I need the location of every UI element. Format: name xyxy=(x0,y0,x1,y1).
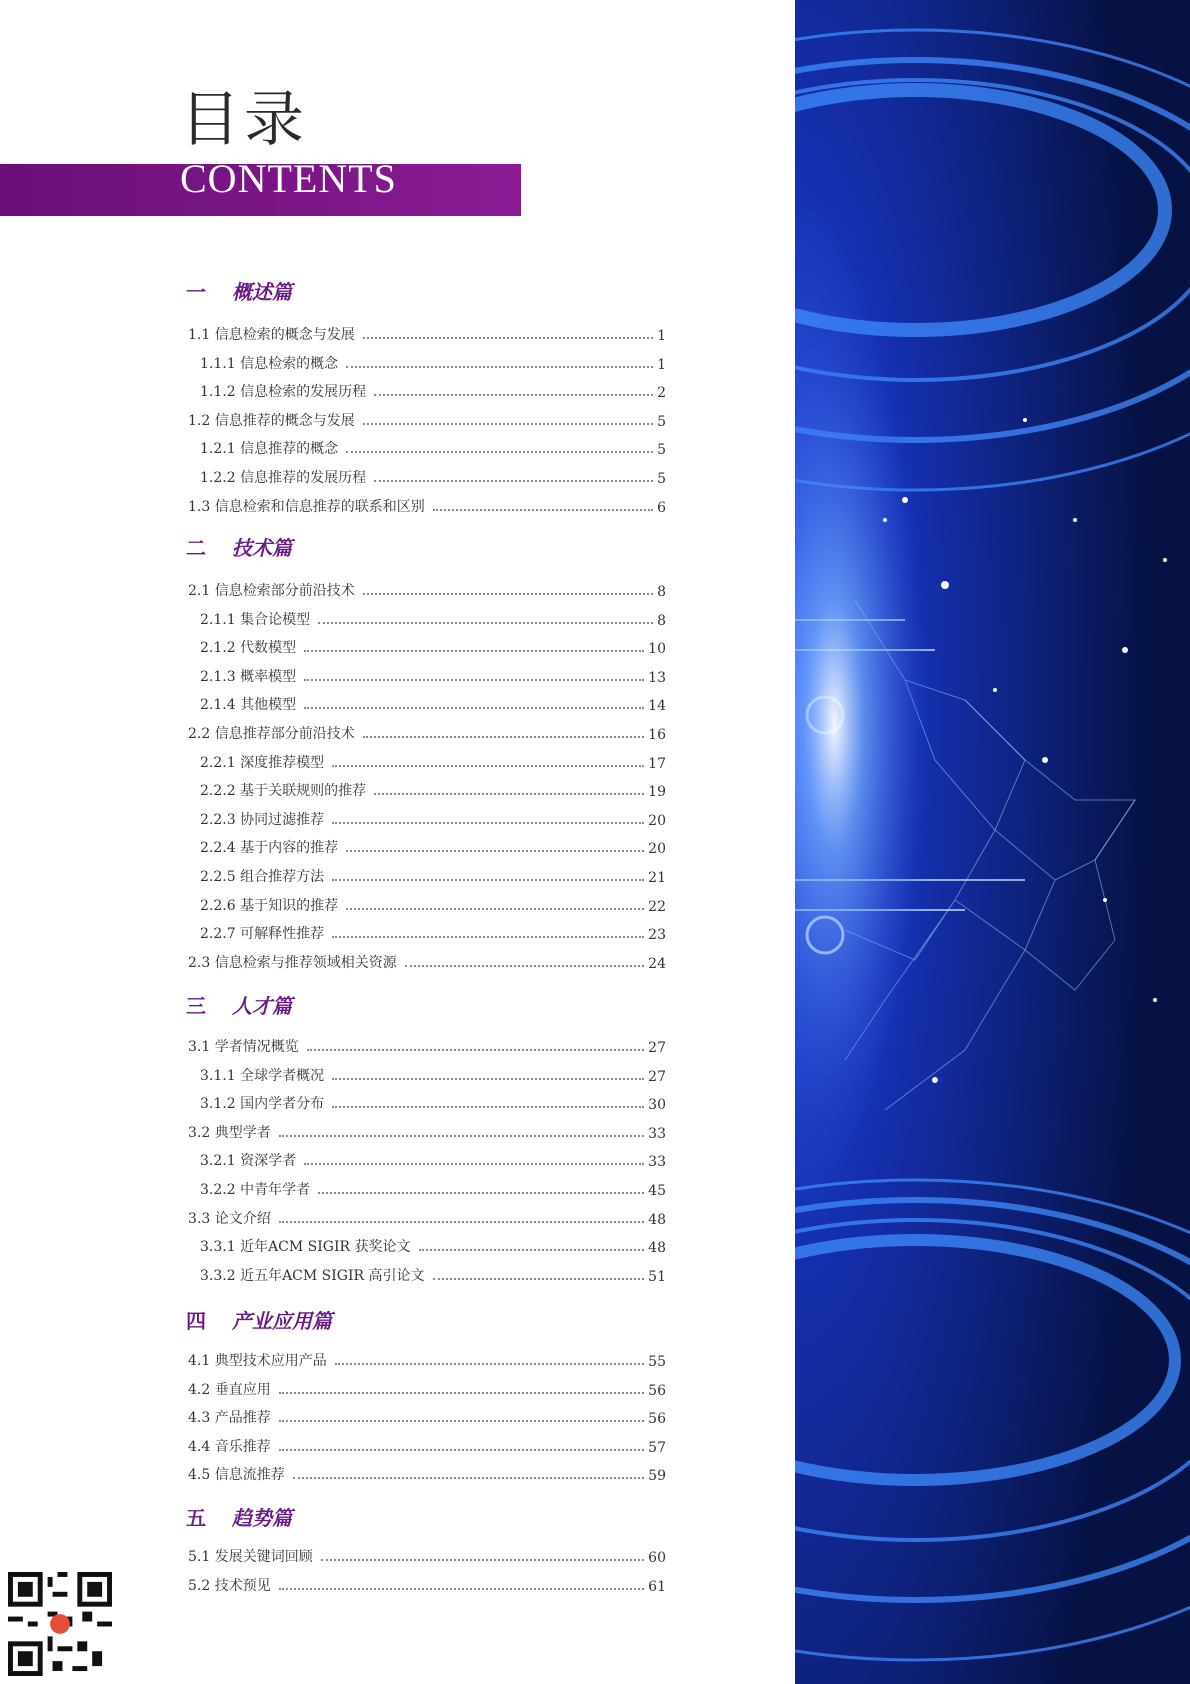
toc-entry-page: 16 xyxy=(648,727,666,743)
toc-entry[interactable] xyxy=(200,750,666,772)
dot-leader xyxy=(318,622,653,624)
toc-entry-label: 4.4 音乐推荐 xyxy=(188,1438,271,1455)
toc-entry-label: 2.1.4 其他模型 xyxy=(200,697,297,714)
toc-entry[interactable] xyxy=(200,1177,666,1199)
toc-entry-label: 5.1 发展关键词回顾 xyxy=(188,1549,313,1565)
dot-leader xyxy=(374,793,644,795)
toc-entry-label: 1.3 信息检索和信息推荐的联系和区别 xyxy=(188,498,425,515)
dot-leader xyxy=(318,1192,644,1194)
section-title: 人才篇 xyxy=(232,994,292,1018)
section-title: 概述篇 xyxy=(232,280,292,304)
toc-entry-label: 2.2.2 基于关联规则的推荐 xyxy=(200,783,367,800)
dot-leader xyxy=(332,936,644,938)
toc-entry-page: 23 xyxy=(648,927,666,944)
dot-leader xyxy=(304,679,644,681)
toc-entry-label: 1.1 信息检索的概念与发展 xyxy=(188,327,355,343)
toc-entry[interactable] xyxy=(200,607,666,629)
dot-leader xyxy=(346,908,644,910)
toc-entry-label: 2.2.3 协同过滤推荐 xyxy=(200,811,325,828)
toc-entry[interactable] xyxy=(200,893,666,915)
dot-leader xyxy=(363,593,653,595)
toc-entry-label: 5.2 技术预见 xyxy=(188,1577,271,1594)
toc-entry-label: 3.3.1 近年ACM SIGIR 获奖论文 xyxy=(200,1239,411,1256)
dot-leader xyxy=(346,451,653,453)
section-heading xyxy=(186,532,292,562)
toc-entry-label: 2.2.7 可解释性推荐 xyxy=(200,926,325,943)
toc-entry[interactable] xyxy=(200,664,666,686)
section-heading xyxy=(186,1502,292,1532)
dot-leader xyxy=(304,707,644,709)
toc-entry[interactable] xyxy=(200,807,666,829)
toc-entry-label: 2.1.1 集合论模型 xyxy=(200,611,311,628)
dot-leader xyxy=(332,1106,644,1108)
toc-entry-page: 55 xyxy=(648,1354,666,1370)
toc-entry[interactable] xyxy=(200,635,666,657)
toc-entry-page: 20 xyxy=(648,812,666,829)
section-title: 趋势篇 xyxy=(232,1506,292,1530)
dot-leader xyxy=(335,1363,644,1365)
toc-entry[interactable] xyxy=(200,1263,666,1285)
toc-entry-page: 13 xyxy=(648,669,666,686)
toc-entry-page: 61 xyxy=(648,1578,666,1595)
toc-entry-page: 21 xyxy=(648,870,666,886)
dot-leader xyxy=(279,1449,644,1451)
section-number: 一 xyxy=(186,280,206,304)
dot-leader xyxy=(346,366,653,368)
dot-leader xyxy=(332,879,644,881)
dot-leader xyxy=(304,650,644,652)
toc-entry-page: 48 xyxy=(648,1211,666,1228)
toc-entry-page: 6 xyxy=(657,499,666,516)
qr-code-icon xyxy=(8,1572,112,1676)
dot-leader xyxy=(279,1221,644,1223)
toc-entry-page: 56 xyxy=(648,1382,666,1399)
toc-entry-page: 8 xyxy=(657,584,666,600)
section-heading xyxy=(186,276,292,306)
toc-entry-label: 1.1.1 信息检索的概念 xyxy=(200,355,339,372)
toc-entry[interactable] xyxy=(200,921,666,943)
toc-entry-label: 1.2 信息推荐的概念与发展 xyxy=(188,412,355,429)
toc-entry-page: 2 xyxy=(657,385,666,402)
toc-entry[interactable] xyxy=(188,408,666,430)
section-number: 四 xyxy=(186,1309,206,1333)
toc-entry-page: 59 xyxy=(648,1468,666,1485)
toc-entry-label: 3.1.1 全球学者概况 xyxy=(200,1067,325,1084)
toc-entry[interactable] xyxy=(200,1234,666,1256)
section-title: 技术篇 xyxy=(232,536,292,560)
toc-entry-label: 2.3 信息检索与推荐领域相关资源 xyxy=(188,954,397,971)
tech-background-art xyxy=(795,0,1190,1684)
dot-leader xyxy=(279,1420,644,1422)
toc-entry-page: 1 xyxy=(657,328,666,344)
toc-entry-label: 3.2.2 中青年学者 xyxy=(200,1182,311,1198)
page-title-cn: 目录 xyxy=(180,85,308,155)
section-heading xyxy=(186,990,292,1020)
toc-entry-label: 3.1 学者情况概览 xyxy=(188,1039,299,1055)
toc-entry-label: 2.2.4 基于内容的推荐 xyxy=(200,840,339,857)
toc-entry-label: 2.1.2 代数模型 xyxy=(200,640,297,657)
toc-entry-label: 4.3 产品推荐 xyxy=(188,1410,271,1427)
toc-entry-page: 33 xyxy=(648,1154,666,1171)
toc-entry[interactable] xyxy=(188,1405,666,1427)
dot-leader xyxy=(307,1049,644,1051)
toc-entry[interactable] xyxy=(188,322,666,344)
toc-entry[interactable] xyxy=(200,1063,666,1085)
section-heading xyxy=(186,1305,332,1335)
toc-entry-label: 2.1 信息检索部分前沿技术 xyxy=(188,583,355,599)
dot-leader xyxy=(346,850,644,852)
toc-entry-page: 33 xyxy=(648,1125,666,1142)
toc-entry[interactable] xyxy=(188,950,666,972)
toc-entry-label: 1.2.2 信息推荐的发展历程 xyxy=(200,470,367,486)
toc-entry-page: 10 xyxy=(648,641,666,658)
toc-entry-page: 56 xyxy=(648,1411,666,1428)
dot-leader xyxy=(433,1278,645,1280)
dot-leader xyxy=(363,736,644,738)
toc-entry-page: 8 xyxy=(657,612,666,629)
toc-entry-page: 5 xyxy=(657,471,666,487)
toc-entry-page: 30 xyxy=(648,1097,666,1114)
dot-leader xyxy=(332,765,644,767)
toc-entry[interactable] xyxy=(188,1544,666,1566)
toc-entry[interactable] xyxy=(188,1034,666,1056)
toc-entry-page: 14 xyxy=(648,698,666,715)
toc-entry-page: 1 xyxy=(657,356,666,373)
toc-entry-label: 1.2.1 信息推荐的概念 xyxy=(200,441,339,458)
dot-leader xyxy=(332,1078,644,1080)
toc-entry[interactable] xyxy=(188,1120,666,1142)
toc-entry-page: 19 xyxy=(648,784,666,801)
dot-leader xyxy=(321,1559,644,1561)
toc-entry[interactable] xyxy=(200,465,666,487)
toc-entry[interactable] xyxy=(200,351,666,373)
toc-entry-page: 20 xyxy=(648,841,666,858)
toc-entry[interactable] xyxy=(188,1348,666,1370)
toc-entry-page: 22 xyxy=(648,898,666,915)
section-number: 三 xyxy=(186,994,206,1018)
toc-entry-page: 51 xyxy=(648,1268,666,1285)
toc-entry[interactable] xyxy=(188,1573,666,1595)
dot-leader xyxy=(419,1249,645,1251)
toc-entry-page: 5 xyxy=(657,442,666,459)
dot-leader xyxy=(363,337,653,339)
toc-entry[interactable] xyxy=(200,835,666,857)
section-number: 二 xyxy=(186,536,206,560)
dot-leader xyxy=(279,1392,644,1394)
toc-entry-page: 57 xyxy=(648,1439,666,1456)
toc-entry-label: 3.3.2 近五年ACM SIGIR 高引论文 xyxy=(200,1267,425,1284)
toc-entry-label: 3.2 典型学者 xyxy=(188,1124,271,1141)
toc-entry[interactable] xyxy=(188,1434,666,1456)
dot-leader xyxy=(279,1135,644,1137)
toc-entry[interactable] xyxy=(188,494,666,516)
toc-entry-label: 2.2 信息推荐部分前沿技术 xyxy=(188,726,355,742)
dot-leader xyxy=(374,394,653,396)
dot-leader xyxy=(433,509,653,511)
toc-entry-page: 27 xyxy=(648,1040,666,1056)
toc-entry-label: 2.2.5 组合推荐方法 xyxy=(200,869,325,885)
dot-leader xyxy=(374,480,653,482)
dot-leader xyxy=(304,1163,644,1165)
toc-entry[interactable] xyxy=(200,1091,666,1113)
dot-leader xyxy=(332,822,644,824)
toc-entry[interactable] xyxy=(188,1462,666,1484)
toc-entry[interactable] xyxy=(188,1206,666,1228)
toc-entry[interactable] xyxy=(200,1148,666,1170)
section-title: 产业应用篇 xyxy=(232,1309,332,1333)
toc-entry-label: 3.2.1 资深学者 xyxy=(200,1153,297,1170)
toc-entry-label: 4.5 信息流推荐 xyxy=(188,1467,285,1484)
toc-entry-page: 60 xyxy=(648,1550,666,1566)
toc-entry[interactable] xyxy=(200,379,666,401)
toc-entry-label: 3.1.2 国内学者分布 xyxy=(200,1096,325,1113)
toc-entry-label: 4.2 垂直应用 xyxy=(188,1381,271,1398)
toc-entry-label: 3.3 论文介绍 xyxy=(188,1210,271,1227)
toc-entry[interactable] xyxy=(200,864,666,886)
toc-entry-page: 48 xyxy=(648,1240,666,1257)
toc-entry-page: 17 xyxy=(648,755,666,772)
toc-entry[interactable] xyxy=(188,721,666,743)
toc-entry-label: 2.1.3 概率模型 xyxy=(200,668,297,685)
toc-entry[interactable] xyxy=(188,1377,666,1399)
toc-entry-page: 27 xyxy=(648,1068,666,1085)
toc-entry[interactable] xyxy=(200,692,666,714)
toc-entry[interactable] xyxy=(200,778,666,800)
toc-entry-label: 2.2.6 基于知识的推荐 xyxy=(200,897,339,914)
toc-entry-page: 45 xyxy=(648,1183,666,1199)
toc-entry-page: 5 xyxy=(657,413,666,430)
toc-entry[interactable] xyxy=(200,436,666,458)
toc-entry-page: 24 xyxy=(648,955,666,972)
toc-entry-label: 1.1.2 信息检索的发展历程 xyxy=(200,384,367,401)
toc-entry-label: 4.1 典型技术应用产品 xyxy=(188,1353,327,1369)
dot-leader xyxy=(363,423,653,425)
dot-leader xyxy=(279,1588,644,1590)
dot-leader xyxy=(405,965,644,967)
dot-leader xyxy=(293,1477,644,1479)
page-title-en: CONTENTS xyxy=(180,156,397,201)
toc-entry-label: 2.2.1 深度推荐模型 xyxy=(200,754,325,771)
toc-entry[interactable] xyxy=(188,578,666,600)
section-number: 五 xyxy=(186,1506,206,1530)
